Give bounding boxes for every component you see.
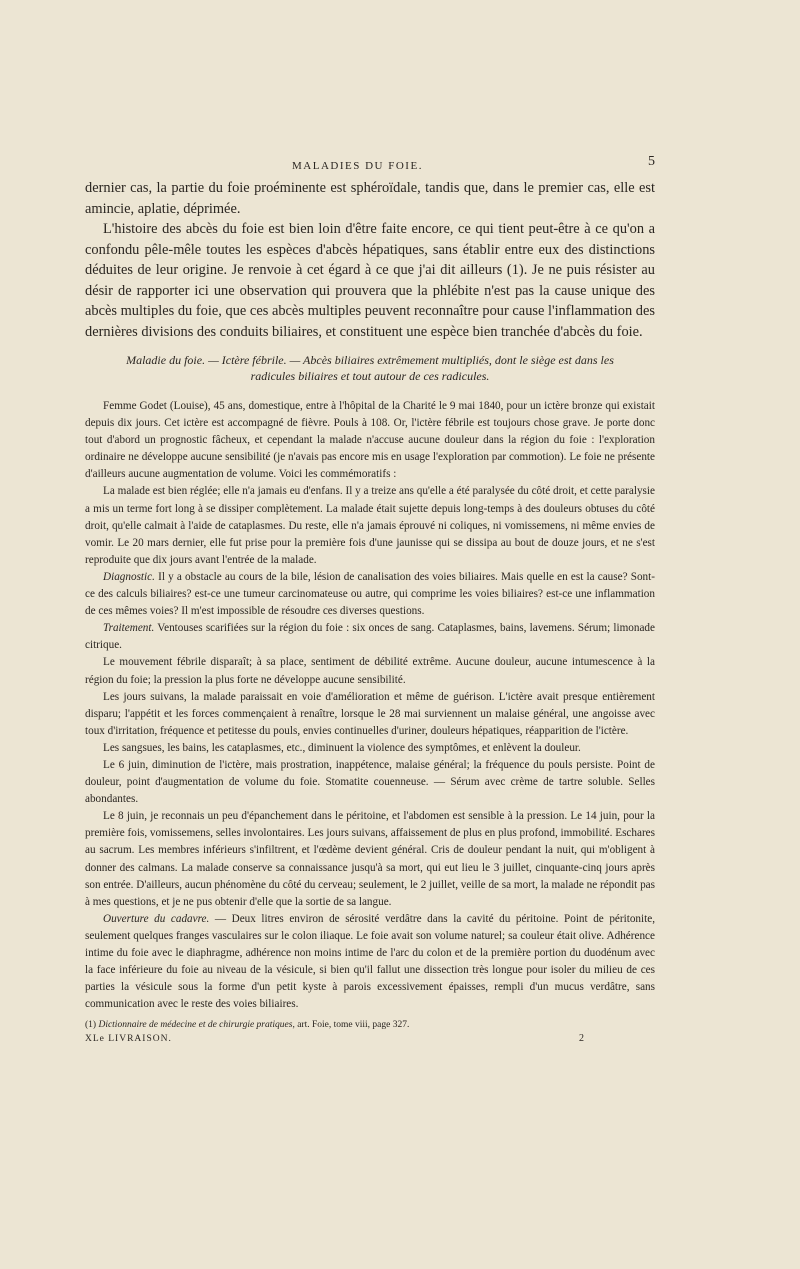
case-paragraph: Ouverture du cadavre. — Deux litres environ de sérosité verdâtre dans la cavité du péritoine. Point de péritonite, seulement quelques franges vasculaires sur le colon iliaque. Le foie avait son volume naturel; sa couleur était olive. Adhérence intime du foie avec le diaphragme, adhérence non moins intime de l'arc du colon et de la première portion du duodénum avec la face inférieure du foie au niveau de la vésicule, si bien qu'il fallut une dissection très longue pour isoler du milieu de ces parties la vésicule sous la forme d'un petit kyste à parois excessivement épaisses, rempli d'un mucus verdâtre, sans communication avec le reste des voies biliaires.: [85, 912, 655, 1011]
signature-label: XLe LIVRAISON.: [85, 1034, 172, 1045]
case-paragraph: La malade est bien réglée; elle n'a jamais eu d'enfans. Il y a treize ans qu'elle a été paralysée du côté droit, et cette paralysie a mis un terme fort long à se dissiper complètement. La malade était sujette depuis long-temps à des douleurs obtuses du côté droit, qu'elle calmait à l'aide de cataplasmes. Du reste, elle n'a jamais éprouvé ni coliques, ni vomissemens, ni même envies de vomir. Le 20 mars dernier, elle fut prise pour la première fois d'une jaunisse qui se dissipa au bout de douze jours, et ne s'est reproduite que dix jours avant l'entrée de la malade.: [85, 485, 655, 566]
footnote-source: Dictionnaire de médecine et de chirurgie pratiques: [98, 1020, 293, 1031]
signature-number: 2: [579, 1033, 585, 1045]
running-title: MALADIES DU FOIE.: [292, 160, 423, 172]
intro-paragraph: L'histoire des abcès du foie est bien loin d'être faite encore, ce qui tient peut-être à ce qu'on a confondu pêle-mêle toutes les espèces d'abcès hépatiques, sans établir entre eux des distinctions déduites de leur origine. Je renvoie à cet égard à ce que j'ai dit ailleurs (1). Je ne puis résister au désir de rapporter ici une observation qui prouvera que la phlébite n'est pas la cause unique des abcès multiples du foie, que ces abcès multiples peuvent reconnaître pour cause l'inflammation des dernières divisions des conduits biliaires, et constituent une espèce bien tranchée d'abcès du foie.: [85, 221, 655, 340]
case-title: [85, 352, 655, 384]
case-report: [85, 398, 655, 1013]
intro-section: [85, 178, 655, 342]
case-paragraph: Les sangsues, les bains, les cataplasmes, etc., diminuent la violence des symptômes, et enlèvent la douleur.: [103, 741, 581, 754]
footnote: [85, 1019, 655, 1032]
running-header: [60, 154, 655, 172]
case-title-line: radicules biliaires et tout autour de ces radicules.: [250, 369, 490, 383]
footnote-marker: (1): [85, 1020, 97, 1031]
case-paragraph: Le mouvement fébrile disparaît; à sa place, sentiment de débilité extrême. Aucune douleur, aucune intumescence à la région du foie; la pression la plus forte ne développe aucune sensibilité.: [85, 656, 655, 686]
case-paragraph: Femme Godet (Louise), 45 ans, domestique, entre à l'hôpital de la Charité le 9 mai 1840, pour un ictère bronze qui existait depuis dix jours. Cet ictère est accompagné de fièvre. Pouls à 108. Or, l'ictère fébrile est toujours chose grave. Je porte donc tout d'abord un prognostic fâcheux, et cependant la malade n'accuse aucune douleur dans la région du foie : l'exploration ordinaire ne développe aucune sensibilité (je n'avais pas encore mis en usage l'exploration par commotion). Le foie ne présente d'ailleurs aucune augmentation de volume. Voici les commémoratifs :: [85, 400, 655, 481]
footnote-details: , art. Foie, tome viii, page 327.: [292, 1020, 410, 1031]
signature-line: [85, 1032, 655, 1046]
case-title-line: Maladie du foie. — Ictère fébrile. — Abcès biliaires extrêmement multipliés, dont le siège est dans les: [126, 353, 614, 367]
case-paragraph: Le 6 juin, diminution de l'ictère, mais prostration, inappétence, malaise général; la fréquence du pouls persiste. Point de douleur, point d'augmentation de volume du foie. Stomatite couenneuse. — Sérum avec crème de tartre soluble. Selles abondantes.: [85, 758, 655, 806]
case-paragraph: Le 8 juin, je reconnais un peu d'épanchement dans le péritoine, et l'abdomen est sensible à la pression. Le 14 juin, pour la première fois, vomissemens, selles involontaires. Les jours suivans, affaissement de plus en plus profond, immobilité. Eschares au sacrum. Les membres inférieurs s'infiltrent, et l'œdème devient général. Cris de douleur pendant la nuit, qui m'obligent à donner des calmans. La malade conserve sa connaissance jusqu'à sa mort, qui eut lieu le 3 juillet, cinquante-cinq jours après son entrée. D'ailleurs, aucun phénomène du côté du cerveau; seulement, le 2 juillet, veille de sa mort, la malade ne répondit pas à mes questions, et je ne pus obtenir d'elle que la sortie de sa langue.: [85, 810, 655, 908]
case-paragraph: Diagnostic. Il y a obstacle au cours de la bile, lésion de canalisation des voies biliaires. Mais quelle en est la cause? Sont-ce des calculs biliaires? est-ce une tumeur carcinomateuse ou autre, qui comprime les voies biliaires? est-ce une inflammation de ces mêmes voies? Il m'est impossible de résoudre ces diverses questions.: [85, 570, 655, 618]
case-paragraph: Traitement. Ventouses scarifiées sur la région du foie : six onces de sang. Cataplasmes, bains, lavemens. Sérum; limonade citrique.: [85, 622, 655, 652]
page-body: [85, 178, 655, 1046]
paragraph-label: Traitement.: [103, 622, 155, 635]
intro-paragraph: dernier cas, la partie du foie proéminente est sphéroïdale, tandis que, dans le premier cas, elle est amincie, aplatie, déprimée.: [85, 180, 655, 217]
paragraph-label: Ouverture du cadavre.: [103, 912, 210, 925]
page-number: 5: [648, 154, 655, 169]
case-paragraph: Les jours suivans, la malade paraissait en voie d'amélioration et même de guérison. L'ictère avait presque entièrement disparu; l'appétit et les forces commençaient à renaître, lorsque le 28 mai surviennent un malaise général, une angoisse avec toux d'irritation, fréquence et petitesse du pouls, envies continuelles d'uriner, douleurs hépatiques, réapparition de l'ictère.: [85, 690, 655, 737]
paragraph-label: Diagnostic.: [103, 570, 155, 583]
